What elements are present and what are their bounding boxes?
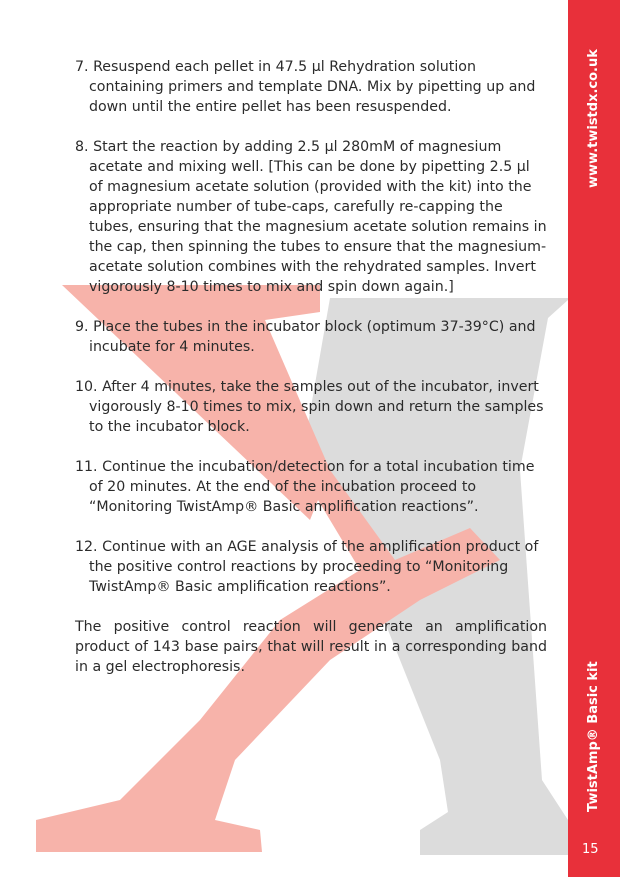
step-number: 11. — [75, 459, 98, 475]
kit-name: TwistAmp® Basic kit — [586, 661, 601, 812]
step-text: Resuspend each pellet in 47.5 µl Rehydration solution containing primers and template DNA. Mix by pipetting up and down until the entire pellet has been resuspended. — [89, 59, 536, 115]
step-text: Place the tubes in the incubator block (optimum 37-39°C) and incubate for 4 minutes. — [89, 319, 536, 355]
conclusion-paragraph: The positive control reaction will generate an amplification product of 143 base pairs, that will result in a corresponding band in a gel electrophoresis. — [75, 619, 547, 675]
step-12 — [75, 537, 547, 597]
step-number: 10. — [75, 379, 98, 395]
step-text: Continue the incubation/detection for a total incubation time of 20 minutes. At the end of the incubation proceed to “Monitoring TwistAmp® Basic amplification reactions”. — [89, 459, 535, 515]
step-8 — [75, 137, 547, 297]
step-text: After 4 minutes, take the samples out of the incubator, invert vigorously 8-10 times to mix, spin down and return the samples to the incubator block. — [89, 379, 544, 435]
step-10 — [75, 377, 547, 437]
page-number: 15 — [582, 842, 599, 857]
step-number: 8. — [75, 139, 89, 155]
step-7 — [75, 57, 547, 117]
step-text: Start the reaction by adding 2.5 µl 280mM of magnesium acetate and mixing well. [This can be done by pipetting 2.5 µl of magnesium acetate solution (provided with the kit) into the appropriate number of tube-caps, carefully re-capping the tubes, ensuring that the magnesium acetate solution remains in the cap, then spinning the tubes to ensure that the magnesium-acetate solution combines with the rehydrated samples. Invert vigorously 8-10 times to mix and spin down again.] — [89, 139, 547, 295]
step-number: 12. — [75, 539, 98, 555]
step-number: 7. — [75, 59, 89, 75]
step-9 — [75, 317, 547, 357]
step-text: Continue with an AGE analysis of the amplification product of the positive control reactions by proceeding to “Monitoring TwistAmp® Basic amplification reactions”. — [89, 539, 539, 595]
protocol-steps — [75, 57, 547, 677]
website-url[interactable]: www.twistdx.co.uk — [586, 49, 601, 188]
step-11 — [75, 457, 547, 517]
step-number: 9. — [75, 319, 89, 335]
